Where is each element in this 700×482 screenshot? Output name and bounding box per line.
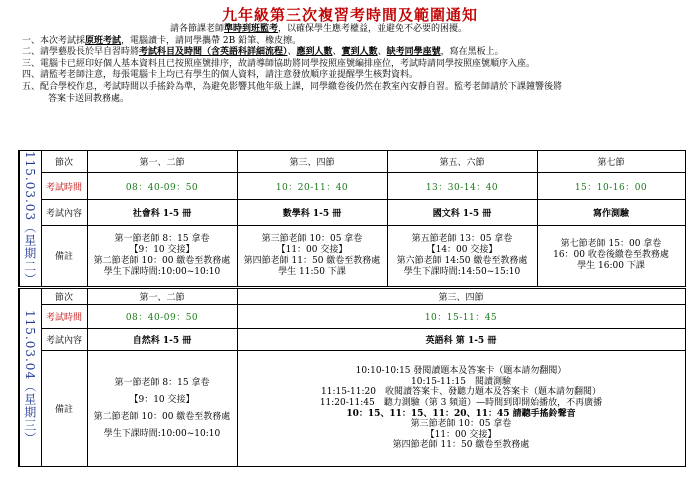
period-cell: 第一、二節 (87, 151, 237, 173)
notice-item-5-cont: 答案卡送回教務處。 (48, 93, 130, 104)
period-cell: 第三、四節 (237, 151, 387, 173)
subject-cell: 寫作測驗 (537, 200, 685, 226)
date-cell-day2: 115.03.04（星期三） (19, 289, 41, 467)
subject-cell: 數學科 1-5 冊 (237, 200, 387, 226)
notice-item-4: 四、請監考老師注意，每張電腦卡上均已有學生的個人資料，請注意發放順序並提醒學生核對資料。 (22, 70, 419, 81)
schedule-table-day1 (18, 150, 686, 287)
label-remarks: 備註 (41, 225, 87, 286)
notice-item-3: 三、電腦卡已經印好個人基本資料且已按照座號排序，故請導師協助將同學按照座號編排座位，考試時請同學按照座號順序入座。 (22, 58, 536, 69)
label-content: 考試內容 (41, 200, 87, 226)
exam-time-cell: 13：30-14：40 (387, 173, 537, 200)
label-period: 節次 (41, 151, 87, 173)
notice-item-2: 二、請學藝股長於早自習時將考試科目及時間（含英語科詳細流程）、應到人數、實到人數、缺考同學座號，寫在黑板上。 (22, 47, 504, 58)
exam-time-cell: 15：10-16：00 (537, 173, 685, 200)
page-title: 九年級第三次複習考時間及範圍通知 (221, 6, 478, 24)
subject-cell: 自然科 1-5 冊 (87, 329, 237, 351)
period-cell: 第一、二節 (87, 289, 237, 305)
notice-text (22, 24, 692, 105)
exam-time-cell: 10：20-11：40 (237, 173, 387, 200)
exam-time-cell: 08：40-09：50 (87, 305, 237, 329)
label-remarks: 備註 (41, 351, 87, 467)
exam-time-cell: 10：15-11：45 (237, 305, 685, 329)
notice-intro: 請各節課老師準時到班監考，以確保學生應考權益，並避免不必要的困擾。 (170, 24, 468, 34)
label-exam-time: 考試時間 (41, 173, 87, 200)
exam-time-cell: 08：40-09：50 (87, 173, 237, 200)
schedule-table-day2 (18, 288, 686, 467)
subject-cell: 社會科 1-5 冊 (87, 200, 237, 226)
remarks-cell: 第七節老師 15：00 拿卷 16：00 收卷後繳卷至教務處 學生 16:00 下課 (537, 225, 685, 286)
subject-cell: 英語科 第 1-5 冊 (237, 329, 685, 351)
notice-item-1: 一、本次考試採原班考試，電腦讀卡，請同學攜帶 2B 鉛筆、橡皮擦。 (22, 35, 302, 46)
remarks-cell: 第五節老師 13：05 拿卷 【14：00 交接】 第六節老師 14:50 繳卷至教務處 學生下課時間:14:50~15:10 (387, 225, 537, 286)
remarks-cell: 第一節老師 8：15 拿卷 【9：10 交接】 第二節老師 10：00 繳卷至教務處 學生下課時間:10:00~10:10 (87, 225, 237, 286)
english-remarks-cell: 10:10-10:15 發閱讀題本及答案卡（題本請勿翻閱） 10:15-11:15 閱讀測驗 11:15-11:20 收閱讀答案卡、發聽力題本及答案卡（題本請勿翻閱） 11:20-11:45 聽力測驗（第 3 頻道）—時間到即開始播放，不再廣播 10：15、11：15、11：20、11：45 請聽手搖鈴聲音 第三節老師 10：05 拿卷 【11：00 交接】 第四節老師 11：50 繳卷至教務處 (237, 351, 685, 467)
label-period: 節次 (41, 289, 87, 305)
subject-cell: 國文科 1-5 冊 (387, 200, 537, 226)
label-exam-time: 考試時間 (41, 305, 87, 329)
notice-item-5: 五、配合學校作息，考試時間以手搖鈴為準，為避免影響其他年級上課，同學繳卷後仍然在教室內安靜自習。監考老師請於下課鐘響後將 (22, 81, 563, 92)
remarks-cell: 第一節老師 8：15 拿卷 【9：10 交接】 第二節老師 10：00 繳卷至教務處 學生下課時間:10:00~10:10 (87, 351, 237, 467)
period-cell: 第五、六節 (387, 151, 537, 173)
period-cell: 第三、四節 (237, 289, 685, 305)
remarks-cell: 第三節老師 10：05 拿卷 【11：00 交接】 第四節老師 11：50 繳卷至教務處 學生 11:50 下課 (237, 225, 387, 286)
date-cell-day1: 115.03.03（星期二） (19, 151, 41, 287)
period-cell: 第七節 (537, 151, 685, 173)
label-content: 考試內容 (41, 329, 87, 351)
